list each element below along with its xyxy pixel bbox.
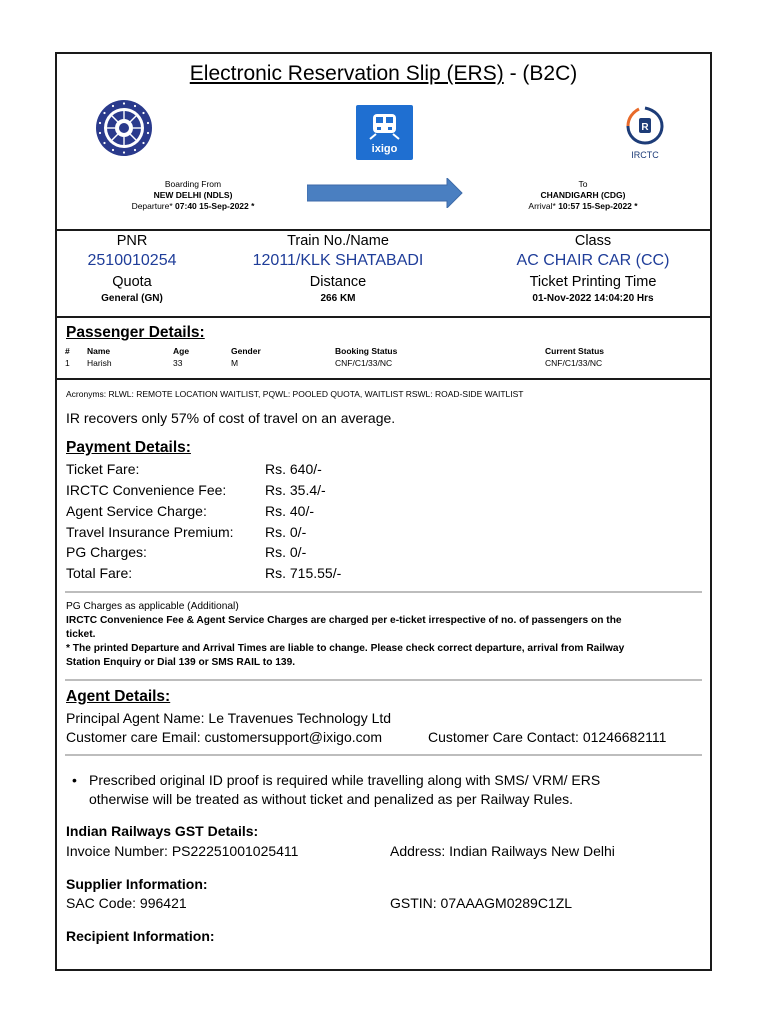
title-suffix: - (B2C) — [509, 62, 578, 85]
passenger-table — [65, 346, 705, 370]
recipient-heading: Recipient Information: — [66, 928, 215, 944]
svg-text:IRCTC: IRCTC — [631, 150, 659, 160]
print-time-label: Ticket Printing Time — [529, 274, 657, 290]
boarding-label: Boarding From — [164, 179, 222, 189]
boarding-info — [93, 179, 293, 212]
divider — [65, 679, 702, 681]
customer-care-contact: Customer Care Contact: 01246682111 — [428, 729, 667, 745]
payment-value: Rs. 40/- — [265, 503, 315, 519]
agent-heading: Agent Details: — [66, 688, 171, 705]
ir-cost-note: IR recovers only 57% of cost of travel on an average. — [66, 410, 396, 426]
boarding-station: NEW DELHI (NDLS) — [153, 190, 233, 200]
col-header: Current Status — [545, 346, 605, 356]
payment-label: IRCTC Convenience Fee: — [66, 482, 227, 498]
gst-heading: Indian Railways GST Details: — [66, 823, 259, 839]
col-header: Booking Status — [335, 346, 398, 356]
id-proof-line-2: otherwise will be treated as without ticket and penalized as per Railway Rules. — [89, 791, 574, 807]
table-cell: CNF/C1/33/NC — [335, 358, 393, 368]
bullet-icon: • — [72, 772, 77, 788]
customer-care-email: Customer care Email: customersupport@ixigo.com — [66, 729, 383, 745]
payment-value: Rs. 715.55/- — [265, 565, 342, 581]
payment-value: Rs. 640/- — [265, 461, 322, 477]
fee-note-1: IRCTC Convenience Fee & Agent Service Charges are charged per e-ticket irrespective of no. of passengers on the — [66, 615, 622, 626]
indian-railways-logo — [95, 99, 153, 157]
arrival-prefix: Arrival* — [528, 201, 556, 211]
col-header: Age — [173, 346, 190, 356]
supplier-heading: Supplier Information: — [66, 876, 208, 892]
payment-label: Travel Insurance Premium: — [66, 524, 234, 540]
print-time-value: 01-Nov-2022 14:04:20 Hrs — [532, 293, 654, 304]
divider — [57, 229, 710, 231]
distance-value: 266 KM — [320, 293, 356, 304]
document-title — [57, 62, 710, 86]
time-note-2: Station Enquiry or Dial 139 or SMS RAIL to 139. — [66, 657, 296, 668]
table-header-row — [65, 346, 705, 358]
payment-value: Rs. 0/- — [265, 524, 307, 540]
payment-value: Rs. 35.4/- — [265, 482, 326, 498]
irctc-logo — [625, 104, 665, 162]
passenger-heading: Passenger Details: — [66, 324, 205, 341]
table-row — [65, 358, 705, 370]
payment-label: Ticket Fare: — [66, 461, 140, 477]
divider — [65, 591, 702, 593]
table-cell: Harish — [87, 358, 112, 368]
table-cell: M — [231, 358, 239, 368]
class-label: Class — [574, 233, 612, 249]
destination-label: To — [578, 179, 588, 189]
payment-value: Rs. 0/- — [265, 544, 307, 560]
quota-value: General (GN) — [101, 293, 163, 304]
pnr-value: 2510010254 — [87, 252, 177, 269]
ixigo-logo — [356, 105, 413, 160]
table-cell: 1 — [65, 358, 70, 368]
divider — [57, 378, 710, 380]
acronyms-text: Acronyms: RLWL: REMOTE LOCATION WAITLIST, PQWL: POOLED QUOTA, WAITLIST RSWL: ROAD-SIDE WAITLIST — [66, 389, 524, 399]
gstin: GSTIN: 07AAAGM0289C1ZL — [390, 895, 573, 911]
id-proof-line-1: Prescribed original ID proof is required while travelling along with SMS/ VRM/ ERS — [89, 772, 601, 788]
destination-station: CHANDIGARH (CDG) — [540, 190, 626, 200]
quota-label: Quota — [112, 274, 152, 290]
ers-document — [55, 52, 712, 971]
payment-label: Total Fare: — [66, 565, 133, 581]
departure-prefix: Departure* — [131, 201, 173, 211]
svg-text:R: R — [641, 122, 649, 133]
sac-code: SAC Code: 996421 — [66, 895, 187, 911]
train-value: 12011/KLK SHATABADI — [252, 252, 424, 269]
destination-info — [483, 179, 683, 212]
title-main: Electronic Reservation Slip (ERS) — [189, 62, 504, 85]
col-header: Name — [87, 346, 111, 356]
pnr-label: PNR — [116, 233, 148, 249]
pg-note: PG Charges as applicable (Additional) — [66, 601, 239, 612]
charges-notes — [66, 600, 706, 670]
svg-text:ixigo: ixigo — [371, 143, 398, 155]
distance-label: Distance — [309, 274, 367, 290]
payment-label: Agent Service Charge: — [66, 503, 207, 519]
arrival-time: 10:57 15-Sep-2022 * — [558, 201, 638, 211]
header-section — [57, 54, 710, 229]
table-cell: CNF/C1/33/NC — [545, 358, 603, 368]
divider — [65, 754, 702, 756]
col-header: Gender — [231, 346, 261, 356]
class-value: AC CHAIR CAR (CC) — [516, 252, 670, 269]
gst-address: Address: Indian Railways New Delhi — [390, 843, 615, 859]
divider — [57, 316, 710, 318]
col-header: # — [65, 346, 70, 356]
principal-agent: Principal Agent Name: Le Travenues Technology Ltd — [66, 710, 392, 726]
payment-heading: Payment Details: — [66, 439, 191, 456]
table-cell: 33 — [173, 358, 183, 368]
departure-time: 07:40 15-Sep-2022 * — [175, 201, 255, 211]
fee-note-2: ticket. — [66, 629, 96, 640]
time-note-1: * The printed Departure and Arrival Times are liable to change. Please check correct departure, arrival from Railway — [66, 643, 625, 654]
invoice-number: Invoice Number: PS22251001025411 — [66, 843, 299, 859]
direction-arrow-icon — [307, 178, 463, 208]
payment-label: PG Charges: — [66, 544, 147, 560]
train-label: Train No./Name — [287, 233, 389, 249]
